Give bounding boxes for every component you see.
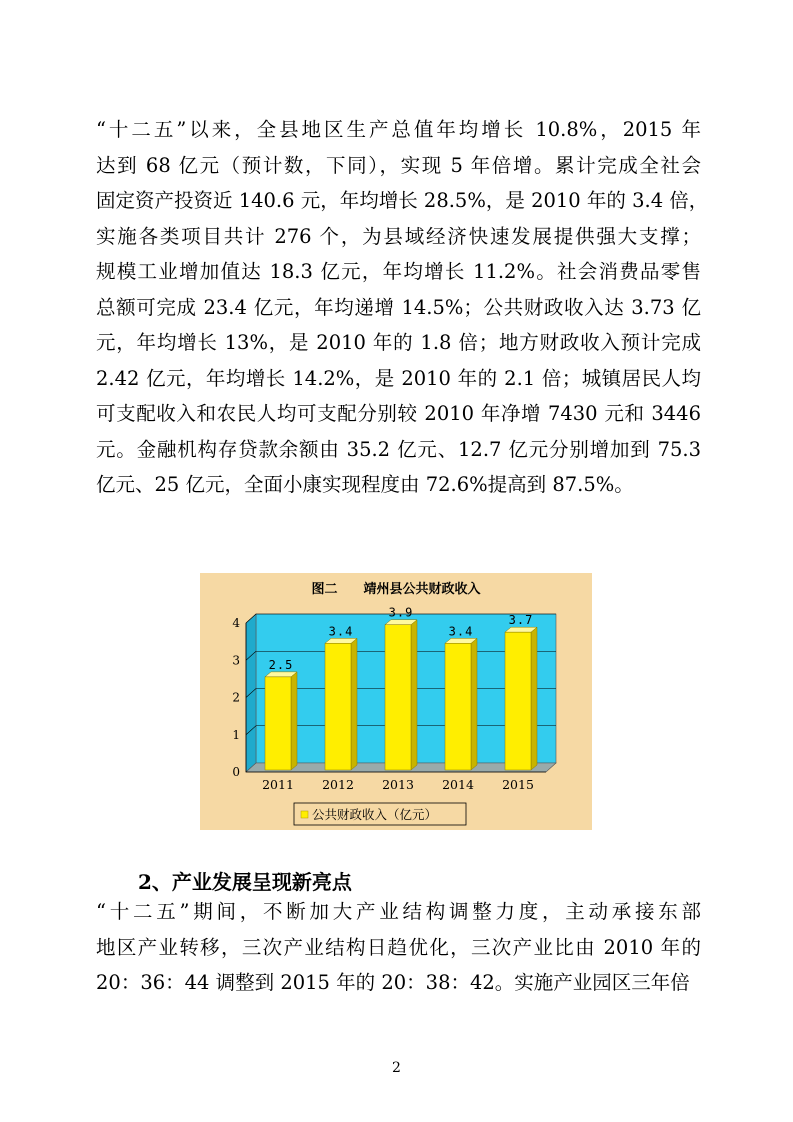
text-line: 达到 68 亿元（预计数，下同），实现 5 年倍增。累计完成全社会 — [96, 153, 701, 177]
section2-paragraph — [96, 894, 701, 1001]
x-tick-label: 2011 — [262, 777, 294, 792]
bar-top — [325, 638, 357, 643]
text-line: 总额可完成 23.4 亿元，年均递增 14.5%；公共财政收入达 3.73 亿 — [96, 295, 701, 319]
bar-top — [385, 620, 417, 625]
intro-paragraph — [96, 112, 709, 503]
x-tick-label: 2014 — [442, 777, 474, 792]
y-tick-label: 1 — [232, 727, 240, 742]
text-line: “十二五”以来，全县地区生产总值年均增长 10.8%，2015 年 — [96, 118, 701, 141]
bar — [385, 625, 411, 770]
text-line: 亿元、25 亿元，全面小康实现程度由 72.6%提高到 87.5%。 — [96, 473, 634, 496]
bar-data-label: 3.4 — [328, 624, 354, 639]
bar-side — [351, 638, 357, 770]
bar — [265, 677, 291, 770]
x-tick-label: 2013 — [382, 777, 414, 792]
text-line: 实施各类项目共计 276 个，为县域经济快速发展提供强大支撑； — [96, 224, 701, 248]
text-line: 元。金融机构存贷款余额由 35.2 亿元、12.7 亿元分别增加到 75.3 — [96, 437, 701, 461]
bar-side — [531, 627, 537, 770]
y-tick-label: 4 — [232, 616, 240, 630]
bar-data-label: 3.4 — [448, 624, 474, 639]
bar-side — [471, 638, 477, 770]
text-line: 可支配收入和农民人均可支配分别较 2010 年净增 7430 元和 3446 — [96, 402, 701, 425]
bar-side — [411, 620, 417, 770]
text-line: 地区产业转移，三次产业结构日趋优化，三次产业比由 2010 年的 — [96, 935, 701, 959]
plot-area — [232, 606, 556, 792]
text-line: 规模工业增加值达 18.3 亿元，年均增长 11.2%。社会消费品零售 — [96, 260, 701, 283]
x-tick-label: 2012 — [322, 777, 354, 792]
legend-label: 公共财政收入（亿元） — [312, 807, 438, 822]
legend-swatch — [301, 811, 308, 818]
chart-legend — [294, 803, 466, 825]
chart-svg — [200, 573, 592, 830]
bar — [445, 643, 471, 770]
text-line: 元，年均增长 13%，是 2010 年的 1.8 倍；地方财政收入预计完成 — [96, 331, 701, 354]
bar — [505, 632, 531, 770]
bar-top — [445, 638, 477, 643]
chart-title: 图二 靖州县公共财政收入 — [311, 582, 481, 597]
y-tick-label: 3 — [232, 653, 240, 668]
bar-top — [265, 672, 297, 677]
text-line: 固定资产投资近 140.6 元，年均增长 28.5%，是 2010 年的 3.4 倍， — [96, 189, 709, 212]
y-tick-label: 0 — [232, 765, 240, 779]
page-number: 2 — [392, 1060, 401, 1076]
text-line: “十二五”期间，不断加大产业结构调整力度，主动承接东部 — [96, 900, 701, 923]
bar-top — [505, 627, 537, 632]
bar — [325, 643, 351, 770]
bar-side — [291, 672, 297, 770]
bar-data-label: 3.9 — [388, 605, 414, 620]
text-line: 20：36：44 调整到 2015 年的 20：38：42。实施产业园区三年倍 — [96, 971, 690, 994]
bar-data-label: 2.5 — [268, 657, 294, 672]
y-tick-label: 2 — [232, 690, 240, 705]
text-line: 2.42 亿元，年均增长 14.2%，是 2010 年的 2.1 倍；城镇居民人均 — [96, 366, 701, 390]
fiscal-revenue-chart — [200, 573, 592, 830]
section-heading: 2、产业发展呈现新亮点 — [138, 870, 352, 894]
bar-data-label: 3.7 — [508, 613, 534, 628]
x-tick-label: 2015 — [502, 777, 534, 792]
